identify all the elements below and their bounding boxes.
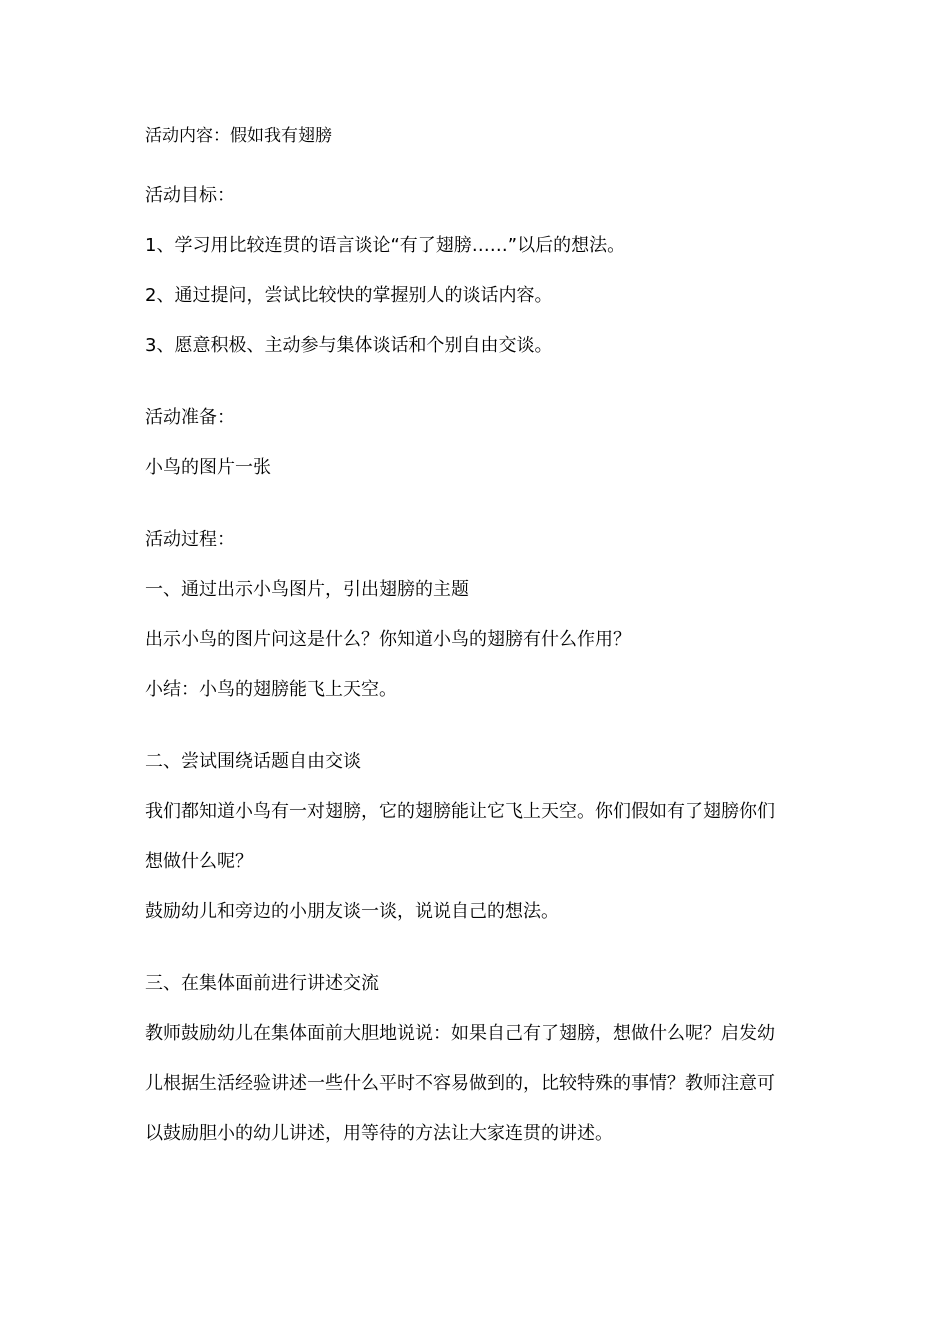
- step3-title: 三、在集体面前进行讲述交流: [145, 973, 379, 994]
- step2-title: 二、尝试围绕话题自由交谈: [145, 751, 361, 772]
- goal-item-1: 1、学习用比较连贯的语言谈论“有了翅膀……”以后的想法。: [145, 235, 626, 256]
- step1-title: 一、通过出示小鸟图片，引出翅膀的主题: [145, 579, 469, 600]
- goal-item-2: 2、通过提问，尝试比较快的掌握别人的谈话内容。: [145, 285, 553, 306]
- goal-item-3: 3、愿意积极、主动参与集体谈话和个别自由交谈。: [145, 335, 553, 356]
- process-heading: 活动过程：: [145, 529, 235, 550]
- step3-line-3: 以鼓励胆小的幼儿讲述，用等待的方法让大家连贯的讲述。: [145, 1123, 613, 1144]
- content-line: 活动内容：假如我有翅膀: [145, 126, 332, 146]
- goals-heading: 活动目标：: [145, 185, 235, 206]
- preparation-heading: 活动准备：: [145, 407, 235, 428]
- step2-line-3: 鼓励幼儿和旁边的小朋友谈一谈，说说自己的想法。: [145, 901, 559, 922]
- step1-line-1: 出示小鸟的图片问这是什么？你知道小鸟的翅膀有什么作用？: [145, 629, 631, 650]
- step1-line-2: 小结：小鸟的翅膀能飞上天空。: [145, 679, 397, 700]
- step2-line-2: 想做什么呢？: [145, 851, 253, 872]
- step3-line-2: 儿根据生活经验讲述一些什么平时不容易做到的，比较特殊的事情？教师注意可: [145, 1073, 775, 1094]
- preparation-text: 小鸟的图片一张: [145, 457, 271, 478]
- step3-line-1: 教师鼓励幼儿在集体面前大胆地说说：如果自己有了翅膀，想做什么呢？启发幼: [145, 1023, 775, 1044]
- step2-line-1: 我们都知道小鸟有一对翅膀，它的翅膀能让它飞上天空。你们假如有了翅膀你们: [145, 801, 775, 822]
